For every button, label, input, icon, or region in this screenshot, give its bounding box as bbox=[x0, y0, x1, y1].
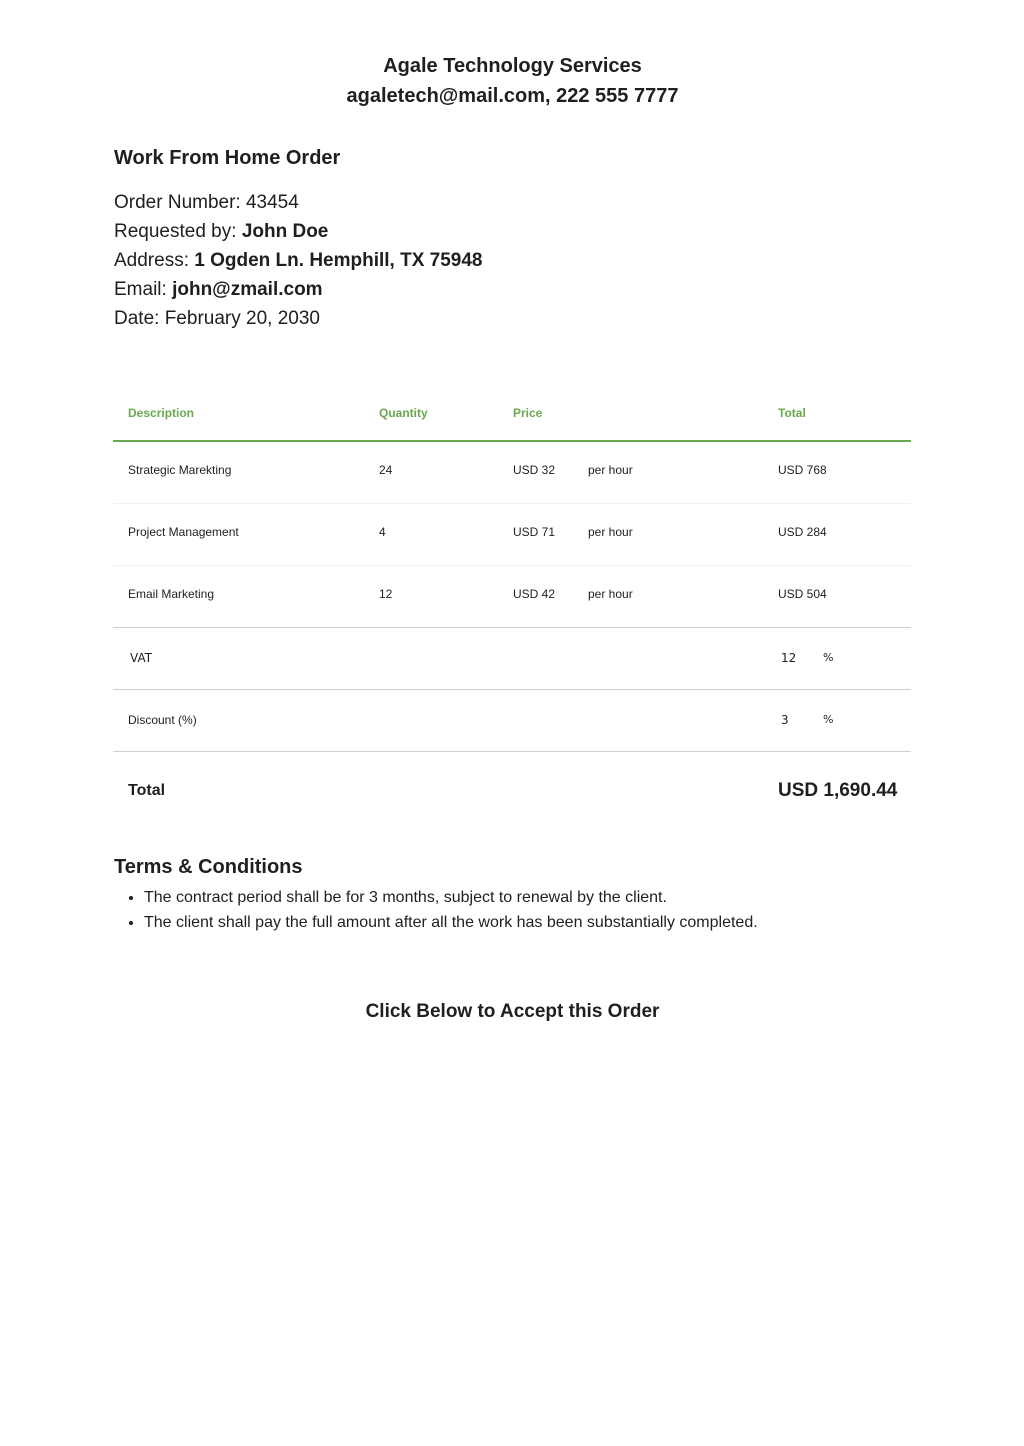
email-value: john@zmail.com bbox=[172, 279, 323, 300]
table-row bbox=[113, 504, 911, 566]
company-contact: agaletech@mail.com, 222 555 7777 bbox=[346, 85, 679, 107]
accept-order-prompt: Click Below to Accept this Order bbox=[365, 1001, 660, 1022]
order-title: Work From Home Order bbox=[114, 147, 341, 169]
requested-by-value: John Doe bbox=[241, 221, 329, 242]
row-total: USD 284 bbox=[778, 525, 827, 539]
date-label: Date: bbox=[114, 308, 160, 329]
list-item: • The client shall pay the full amount after all the work has been substantially completed. bbox=[144, 910, 758, 935]
row-price: USD 32 bbox=[513, 463, 556, 477]
order-items-table bbox=[113, 393, 911, 827]
row-price: USD 71 bbox=[513, 525, 556, 539]
vat-value: 12 bbox=[781, 651, 797, 665]
row-unit: per hour bbox=[588, 587, 633, 601]
row-description: Project Management bbox=[128, 525, 239, 539]
address-value: 1 Ogden Ln. Hemphill, TX 75948 bbox=[194, 250, 483, 271]
grand-total-row bbox=[113, 752, 911, 827]
row-unit: per hour bbox=[588, 525, 633, 539]
vat-unit: % bbox=[823, 651, 834, 664]
order-number-value: 43454 bbox=[245, 192, 299, 213]
order-number-line bbox=[114, 192, 299, 214]
row-total: USD 768 bbox=[778, 463, 827, 477]
email-line bbox=[114, 279, 323, 301]
header-total: Total bbox=[778, 406, 806, 420]
vat-row bbox=[113, 628, 911, 690]
table-row bbox=[113, 442, 911, 504]
header-price: Price bbox=[513, 406, 543, 420]
email-label: Email: bbox=[114, 279, 167, 300]
row-quantity: 12 bbox=[379, 587, 393, 601]
date-line bbox=[114, 308, 320, 330]
row-quantity: 24 bbox=[379, 463, 393, 477]
discount-row bbox=[113, 690, 911, 752]
grand-total-label: Total bbox=[128, 782, 166, 799]
address-label: Address: bbox=[114, 250, 189, 271]
terms-list bbox=[114, 885, 758, 935]
address-line bbox=[114, 250, 483, 272]
grand-total-amount: USD 1,690.44 bbox=[778, 780, 898, 801]
requested-by-line bbox=[114, 221, 328, 243]
table-row bbox=[113, 566, 911, 628]
terms-title: Terms & Conditions bbox=[114, 856, 303, 878]
date-value: February 20, 2030 bbox=[164, 308, 320, 329]
header-description: Description bbox=[128, 406, 195, 420]
order-number-label: Order Number: bbox=[114, 192, 241, 213]
row-description: Email Marketing bbox=[128, 587, 215, 601]
list-item: • The contract period shall be for 3 months, subject to renewal by the client. bbox=[144, 885, 758, 910]
row-description: Strategic Marekting bbox=[128, 463, 232, 477]
discount-unit: % bbox=[823, 713, 834, 726]
discount-value: 3 bbox=[781, 713, 789, 727]
row-quantity: 4 bbox=[379, 525, 386, 539]
row-total: USD 504 bbox=[778, 587, 827, 601]
header-quantity: Quantity bbox=[379, 406, 428, 420]
discount-label: Discount (%) bbox=[128, 713, 197, 727]
table-header bbox=[113, 393, 911, 442]
vat-label: VAT bbox=[130, 651, 153, 665]
requested-by-label: Requested by: bbox=[114, 221, 237, 242]
company-name: Agale Technology Services bbox=[383, 55, 642, 77]
row-unit: per hour bbox=[588, 463, 633, 477]
row-price: USD 42 bbox=[513, 587, 556, 601]
